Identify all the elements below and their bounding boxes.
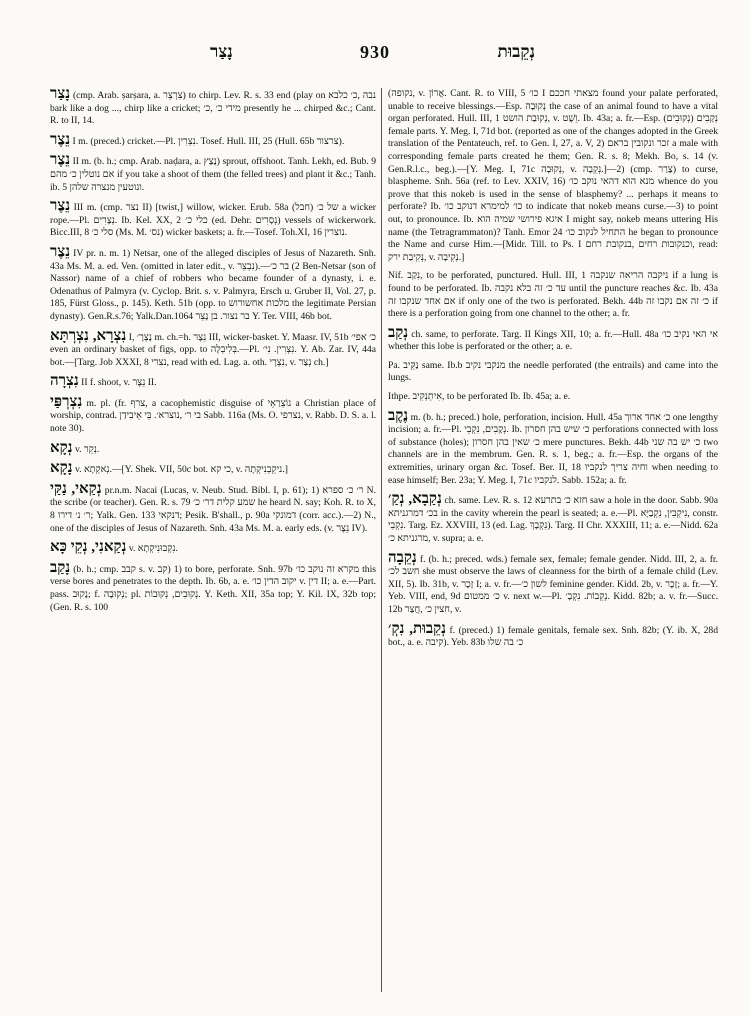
left-column	[50, 88, 376, 996]
dictionary-entry	[50, 559, 376, 614]
dictionary-entry	[388, 324, 718, 354]
dictionary-entry	[50, 243, 376, 324]
entry-text: v. נְאקְתָא.—[Y. Shek. VII, 50c bot. כי קא, v. ניקֵבְנִיקְתָה.]	[74, 464, 288, 476]
dictionary-entry	[388, 360, 718, 385]
entry-headword: נֵצֶר	[50, 152, 71, 169]
entry-headword: נָקָא	[50, 460, 73, 477]
dictionary-entry	[50, 541, 376, 556]
dictionary-entry	[388, 407, 718, 488]
entry-headword: נִצְרָא, נִצְרְתָּא	[50, 327, 127, 344]
entry-headword: נְקָא	[50, 439, 73, 456]
entry-headword: נְקַאנִי, נְקֵי כָּא	[50, 539, 127, 556]
dictionary-entry	[50, 393, 376, 436]
entry-text: (cmp. Arab. ṣarṣara, a. צִרְצֵר) to chirp. Lev. R. s. 33 end (play on נבה ,כ׳ כלבא bark like a dog ..., chirp like a cricket; מידי כ׳ ,כ׳ presently he ... chirped &c.; Cant. R. to II, 14.	[50, 90, 376, 127]
entry-headword: נֶקֶב	[388, 407, 409, 424]
entry-text: f. (b. h.; preced. wds.) female sex, female; female gender. Nidd. III, 2, a. fr. חשב לכ׳ she must observe the laws of cleanness for the birth of a female child (Lev. XII, 5). Ib. 31b, v. זָכָר I; a. v. fr.—לשון כ׳ feminine gender. Kidd. 2b, v. זָכָר; a. fr.—Y. Yeb. VIII, end, 9d כ׳ ממטום v. next w.—Pl. נְקֵבוֹת. נִקְבָ׳. Kidd. 82b; a. v. fr.—Succ. 12b חצין כ׳ ,חֲצַר, v.	[388, 553, 718, 615]
dictionary-entry	[50, 154, 376, 194]
entry-text: I, נָצְרָ׳ m. ch.=h. נֵצֶר III, wicker-basket. Y. Maasr. IV, 51b כ׳ אפי׳ even an ordinary basket of figs, opp. to בְּלִיבְלָה.—Pl. נִצְרִין. נִי׳. Y. Ab. Zar. IV, 44a bot.—[Targ. Job XXXI, 8 נצרי, read with ed. Lag. a. oth. נִצְרָי, v. נְצַר ch.]	[50, 331, 376, 368]
entry-text: Pa. נַקֵּיב same. Ib.b מנקבי נקיב the needle perforated (the entrails) and came into the lungs.	[388, 359, 718, 384]
entry-text: m. (b. h.; preced.) hole, perforation, incision. Hull. 45a כ׳ אחד ארוך one lengthy incision; a. fr.—Pl. נְקָבִים, נִקְבֵי. Ib. כ׳ שיש בהן חסרון perforations connected with loss of substance (holes); כ׳ שאין בהן חסרון mere punctures. Bekh. 44b כ׳ יש בה שני two channels are in the membrum. Gen. R. s. 1, beg.; a. fr.—Esp. the organs of the extremities, urinary organ &c. Tosef. Ber. II, 18 וחיה צריך לנקביו when needing to ease himself; Ber. 23a; Y. Meg. I, 71c לנקביו. Sabb. 152a; a. fr.	[388, 411, 718, 486]
entry-text: ch. same. Lev. R. s. 12 חזא כ׳ בתרעא saw a hole in the door. Sabb. 90a בכ׳ דמרגניתא in the cavity wherein the pearl is seated; a. e.—Pl. נִיקְבִין, נִקְבַיָּא, constr. נִקְבֵי. Targ. Ez. XXVIII, 13 (ed. Lag. נִקְבָךְ). Targ. II Chr. XXXIII, 11; a. e.—Nidd. 62a מרגניתא כ׳, v. supra; a. e.	[388, 495, 718, 544]
dictionary-entry	[388, 270, 718, 320]
dictionary-entry	[50, 200, 376, 240]
running-headword-right: נְקֵבוּת	[497, 42, 535, 61]
dictionary-entry	[388, 549, 718, 617]
entry-text: III m. (cmp. נצר II) [twist,] willow, wicker. Erub. 58a (חבל) של כ׳ a wicker rope.—Pl. נְצָרִים. Ib. Kel. XX, 2 כלי כ׳ (ed. Dehr. נְסָרִים) vessels of wickerwork. Bicc.III, 8 סלי כ׳ (Ms. M. נס׳) wicker baskets; a. fr.—Tosef. Toh.XI, 16 נוצרין.	[50, 202, 376, 239]
entry-headword: נֵצֶר	[50, 131, 71, 148]
column-divider	[381, 88, 382, 992]
entry-headword: נֵצֶר	[50, 198, 71, 215]
entry-headword: נָקַב	[50, 559, 71, 576]
entry-headword: נֵצֶר	[50, 243, 71, 260]
entry-text: IV pr. n. m. 1) Netsar, one of the alleged disciples of Jesus of Nazareth. Snh. 43a Ms. M. a. ed. Ven. (omitted in later edit., v. נִבְצֵר).—2) בר כ׳ Ben-Netsar (son of Nassor) name of a chief of robbers who became founder of a dynasty, i. e. Odenathus of Palmyra (v. Cyclop. Brit. s. v. Palmyra, Ersch u. Gruber II, Vol. 27, p. 185, Fürst Gloss., p. 145). Keth. 51b (opp. to מלכות אחשורוש the legitimate Persian dynasty). Gen.R.s.76; Yalk.Dan.1064 בר נצור. בן נָצֵר Y. Ter. VIII, 46b bot.	[50, 247, 376, 322]
entry-headword: נְקֵבָה	[388, 549, 417, 566]
entry-headword: נְקֵבוּת, נִקְ׳	[388, 620, 447, 637]
entry-text: II f. shoot, v. נֵצֶר II.	[81, 377, 157, 389]
entry-headword: נִצְרָה	[50, 373, 79, 390]
right-column	[388, 88, 718, 996]
entry-headword: נְקַבָא, נְקַ׳	[388, 491, 442, 508]
dictionary-entry	[50, 88, 376, 128]
entry-headword: נְקַאי, נַקַּי	[50, 480, 102, 497]
entry-text: (b. h.; cmp. קבב s. v. קב) 1) to bore, perforate. Snh. 97b מקרא זה נוקב כו׳ this verse bores and penetrates to the depth. Ib. 6b, a. e. יקוב הדין כו׳ v. דין II; a. e.—Part. pass. נָקוּב; f. נְקוּבָה; pl. נְקוּבִים, נְקוּבוֹת. Y. Keth. XII, 35a top; Y. Kil. IX, 32b top; (Gen. R. s. 100	[50, 563, 376, 613]
entry-text: m. pl. (fr. צרף, a cacophemistic disguise of נוֹצְרַאֵי a Christian place of worship, contrad. בי ר׳ ,נוצרא׳. בֵּי אֵיבִידַן Sabb. 116a (Ms. O. נצרפי, v. Rabb. D. S. a. l. note 30).	[50, 397, 376, 435]
entry-text: (נקופה, v. אֲרוֹן. Cant. R. to VIII, 5 כו׳ I מצאתי חככם found your palate perforated, unable to receive blessings.—Esp. נְקוּבָה the case of an animal found to have a vital organ perforated. Hull. III, 1 נְקוּבַת הושט, v. וֵשֶׁט. Ib. 43a; a. fr.—Esp. נְקָבִים (נְקוּבִים) female parts. Y. Meg. I, 71d bot. (reported as one of the changes adopted in the Greek translation of the Pentateuch, ref. to Gen. I, 27, a. V, 2) זכר ונקובין בראם a male with corresponding female parts created he them; Gen. R. s. 8; Mekh. Bo, s. 14 (v. Gen.R.l.c., beg.).—[Y. Meg. I, 71c נְקוּבָה, v. נְקֵבָה.]—2) (cmp. צָרַר) to curse, blaspheme. Snh. 56a (ref. to Lev. XXIV, 16) מנא הוא דהאי נוקב כו׳ whence do you prove that this nokeb is used in the sense of blasphemy? ... perhaps it means to perforate? Ib. כו׳ למימרא דנוקב כו׳ to indicate that nokeb means curse.—3) to point out, to pronounce. Ib. איגא פירושי שמיה הוא I might say, nokeb means uttering His name (the Tetragrammaton)? Tanh. Emor 24 התחיל לנקוב כו׳ he began to pronounce the Name and curse Him.—[Midr. Till. to Ps. I וכנקובות רחים ,בנקובת רחם, read: נְקִיבַת ירק, v. נְקִיבָה.]	[388, 88, 718, 263]
entry-headword: נָצַר	[50, 88, 71, 102]
entry-text: ch. same, to perforate. Targ. II Kings XII, 10; a. fr.—Hull. 48a אי האי נקיב כו׳ whether this lobe is perforated or the other; a. e.	[388, 328, 718, 353]
page-header	[40, 42, 710, 68]
dictionary-entry	[50, 480, 376, 535]
running-headword-left: נָצַר	[210, 42, 233, 61]
entry-text: f. (preced.) 1) female genitals, female sex. Snh. 82b; (Y. ib. X, 28d bot., a. e. קיבה). Yeb. 83b כ׳ בה שלו	[388, 624, 718, 649]
dictionary-entry	[50, 375, 376, 390]
page-number: 930	[360, 42, 390, 62]
entry-headword: נִצְרְפַּי	[50, 393, 83, 410]
dictionary-entry	[388, 391, 718, 404]
entry-text: v. נְקֵר.	[74, 443, 100, 455]
dictionary-entry	[388, 493, 718, 545]
entry-text: I m. (preced.) cricket.—Pl. נִצְרִין. Tosef. Hull. III, 25 (Hull. 65b צרצור).	[72, 135, 345, 147]
entry-text: II m. (b. h.; cmp. Arab. naḍara, a. נָצַץ) sprout, offshoot. Tanh. Lekh, ed. Bub. 9 אם נוטלין כ׳ מהם if you take a shoot of them (the felled trees) and plant it &c.; Tanh. ib. 5 ונוטעין מנצרה שלהן.	[50, 156, 376, 193]
dictionary-entry	[50, 327, 376, 370]
entry-headword: נְקַב	[388, 324, 409, 341]
dictionary-entry	[50, 131, 376, 149]
entry-text: Ithpe. אִיתְנְקִיב, to be perforated Ib. Ib. 45a; a. e.	[388, 391, 571, 403]
entry-text: Nif. נִקַב, to be perforated, punctured. Hull. III, 1 ניקבה הריאה שנקבה if a lung is found to be perforated. Ib. עד כ׳ זה בלא נקבה until the puncture reaches &c. Ib. 43a אם אחד שנקבו זה if only one of the two is perforated. Bekh. 44b כ׳ זה אם נקבו זה if there is a perforation going from one channel to the other; a. fr.	[388, 270, 718, 320]
dictionary-entry	[50, 439, 376, 457]
dictionary-entry	[388, 620, 718, 650]
dictionary-entry	[388, 88, 718, 264]
dictionary-entry	[50, 462, 376, 477]
entry-text: v. נִקְבוּנִיקְתָא.	[128, 543, 178, 555]
entry-text: pr.n.m. Nacai (Lucas, v. Neub. Stud. Bibl. I, p. 61); 1) ר׳ כ׳ ספרא N. the scribe (or teacher). Gen. R. s. 79 שמע קלית דר׳ כ׳ he heard N. say; Koh. R. to X, 8 ר׳ נ׳ דירו; Yalk. Gen. 133 דנקאי; Pesik. B'shall., p. 90a דמונקי (corr. acc.).—2) N., one of the disciples of Jesus of Nazareth. Snh. 43a Ms. M. a. early eds. (v. נֵצֶר IV).	[50, 484, 376, 534]
